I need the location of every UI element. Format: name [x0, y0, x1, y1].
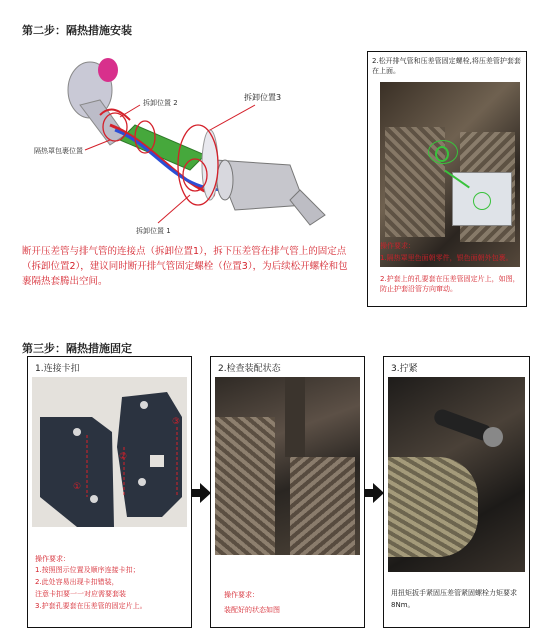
- panel3-line-1: 用扭矩扳手紧固压差管紧固螺栓力矩要求8Nm。: [391, 589, 517, 609]
- panel1-line-1: 1.按照图示位置及顺序连接卡扣；: [35, 566, 140, 574]
- step2-side-panel: [367, 51, 527, 307]
- mark-3: ③: [172, 417, 181, 427]
- mark-1: ①: [73, 482, 82, 492]
- panel3-title: 3.拧紧: [391, 364, 418, 374]
- step2-title: 第二步：隔热措施安装: [22, 24, 132, 37]
- panel1-title: 1.连接卡扣: [35, 364, 80, 374]
- panel1-photo: [32, 377, 187, 527]
- exhaust-diagram: [40, 45, 330, 235]
- step3-panel-3: [383, 356, 530, 628]
- panel2-req-label: 操作要求：: [224, 591, 259, 599]
- step3-panel-1: [27, 356, 192, 628]
- panel1-line-2: 2.此处容易出现卡扣错装，: [35, 578, 119, 586]
- panel2-title: 2.检查装配状态: [218, 364, 281, 374]
- panel1-line-4: 3.护套孔要套在压差管的固定片上。: [35, 602, 147, 610]
- side-panel-req-label: 操作要求：: [380, 242, 415, 250]
- side-panel-photo: [380, 82, 520, 267]
- arrow-right-icon-2: [364, 483, 384, 503]
- turbo-flange: [98, 58, 118, 82]
- label-pos1: 拆卸位置 1: [136, 227, 171, 235]
- panel1-line-3: 注意卡扣要一一对应需要套装: [35, 590, 126, 598]
- step2-description: 断开压差管与排气管的连接点（拆卸位置1），拆下压差管在排气管上的固定点（拆卸位置2），建议同时断开排气管固定螺栓（位置3），为后续松开螺栓和包裹隔热套腾出空间。: [22, 246, 348, 287]
- step3-panel-2: [210, 356, 365, 628]
- side-panel-req-1: 1.隔热罩里色面朝零件，银色面朝外包裹。: [380, 254, 513, 262]
- panel2-photo: [215, 377, 360, 555]
- arrow-right-icon: [191, 483, 211, 503]
- label-shield-pos: 隔热罩包裹位置: [34, 147, 83, 155]
- label-pos3: 拆卸位置3: [244, 93, 282, 102]
- step3-title: 第三步：隔热措施固定: [22, 342, 132, 355]
- label-pos2: 拆卸位置 2: [143, 99, 178, 107]
- panel2-line-1: 装配好的状态如图: [224, 606, 280, 614]
- side-panel-title: 2.松开排气管和压差管固定螺栓,将压差管护套套在上面。: [372, 57, 521, 75]
- panel3-photo: [388, 377, 525, 572]
- panel1-req-label: 操作要求：: [35, 555, 70, 563]
- mark-2: ②: [119, 452, 128, 462]
- side-panel-req-2: 2.护套上的孔要套在压差管固定片上，如图，防止护套沿管方向窜动。: [380, 275, 520, 293]
